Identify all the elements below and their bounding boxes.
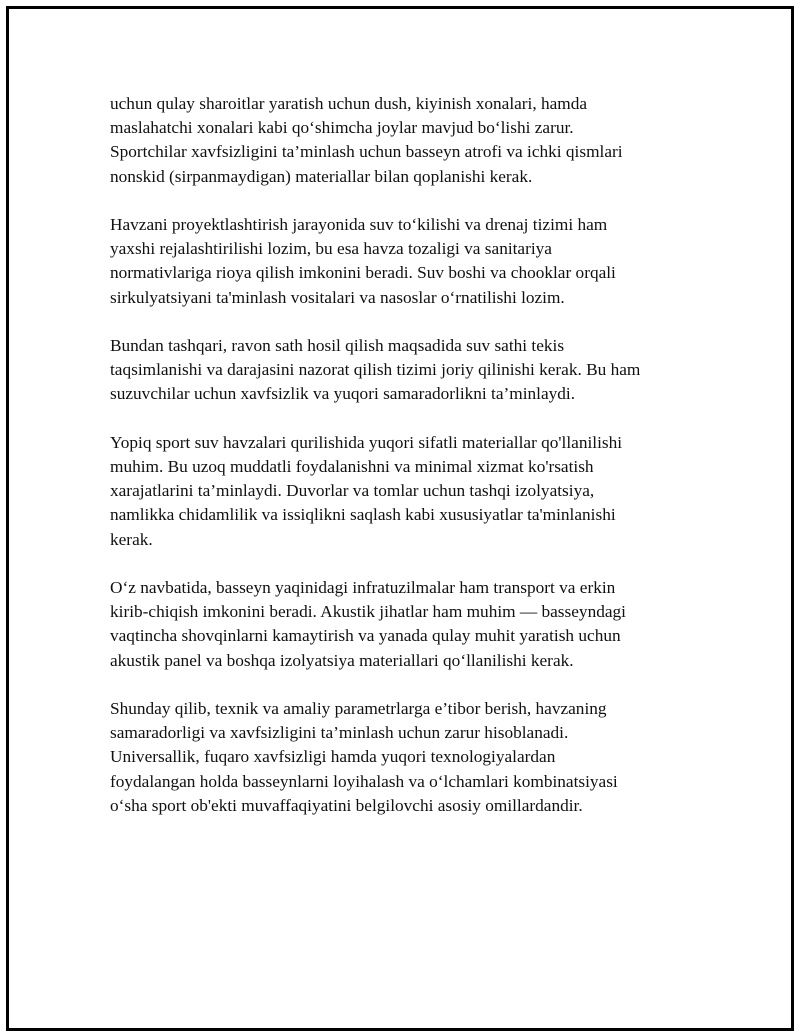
paragraph-3: Bundan tashqari, ravon sath hosil qilish maqsadida suv sathi tekis taqsimlanishi va darajasini nazorat qilish tizimi joriy qilinishi kerak. Bu ham suzuvchilar uchun xavfsizlik va yuqori samaradorlikni ta’minlaydi. — [110, 336, 641, 404]
paragraph-4: Yopiq sport suv havzalari qurilishida yuqori sifatli materiallar qo'llanilishi muhim. Bu uzoq muddatli foydalanishni va minimal xizmat ko'rsatish xarajatlarini ta’minlaydi. Duvorlar va tomlar uchun tashqi izolyatsiya, namlikka chidamlilik va issiqlikni saqlash kabi xususiyatlar ta'minlanishi kerak. — [110, 432, 623, 549]
document-body — [110, 92, 700, 842]
paragraph-5: O‘z navbatida, basseyn yaqinidagi infratuzilmalar ham transport va erkin kirib-chiqish imkonini beradi. Akustik jihatlar ham muhim — basseyndagi vaqtincha shovqinlarni kamaytirish va yanada qulay muhit yaratish uchun akustik panel va boshqa izolyatsiya materiallari qo‘llanilishi kerak. — [110, 578, 626, 670]
paragraph-2: Havzani proyektlashtirish jarayonida suv to‘kilishi va drenaj tizimi ham yaxshi rejalashtirilishi lozim, bu esa havza tozaligi va sanitariya normativlariga rioya qilish imkonini beradi. Suv boshi va chooklar orqali sirkulyatsiyani ta'minlash vositalari va nasoslar o‘rnatilishi lozim. — [110, 215, 616, 307]
paragraph-1: uchun qulay sharoitlar yaratish uchun dush, kiyinish xonalari, hamda maslahatchi xonalari kabi qo‘shimcha joylar mavjud bo‘lishi zarur. Sportchilar xavfsizligini ta’minlash uchun basseyn atrofi va ichki qismlari nonskid (sirpanmaydigan) materiallar bilan qoplanishi kerak. — [110, 94, 623, 186]
paragraph-6: Shunday qilib, texnik va amaliy parametrlarga e’tibor berish, havzaning samaradorligi va xavfsizligini ta’minlash uchun zarur hisoblanadi. Universallik, fuqaro xavfsizligi hamda yuqori texnologiyalardan foydalangan holda basseynlarni loyihalash va o‘lchamlari kombinatsiyasi o‘sha sport ob'ekti muvaffaqiyatini belgilovchi asosiy omillardandir. — [110, 699, 618, 815]
